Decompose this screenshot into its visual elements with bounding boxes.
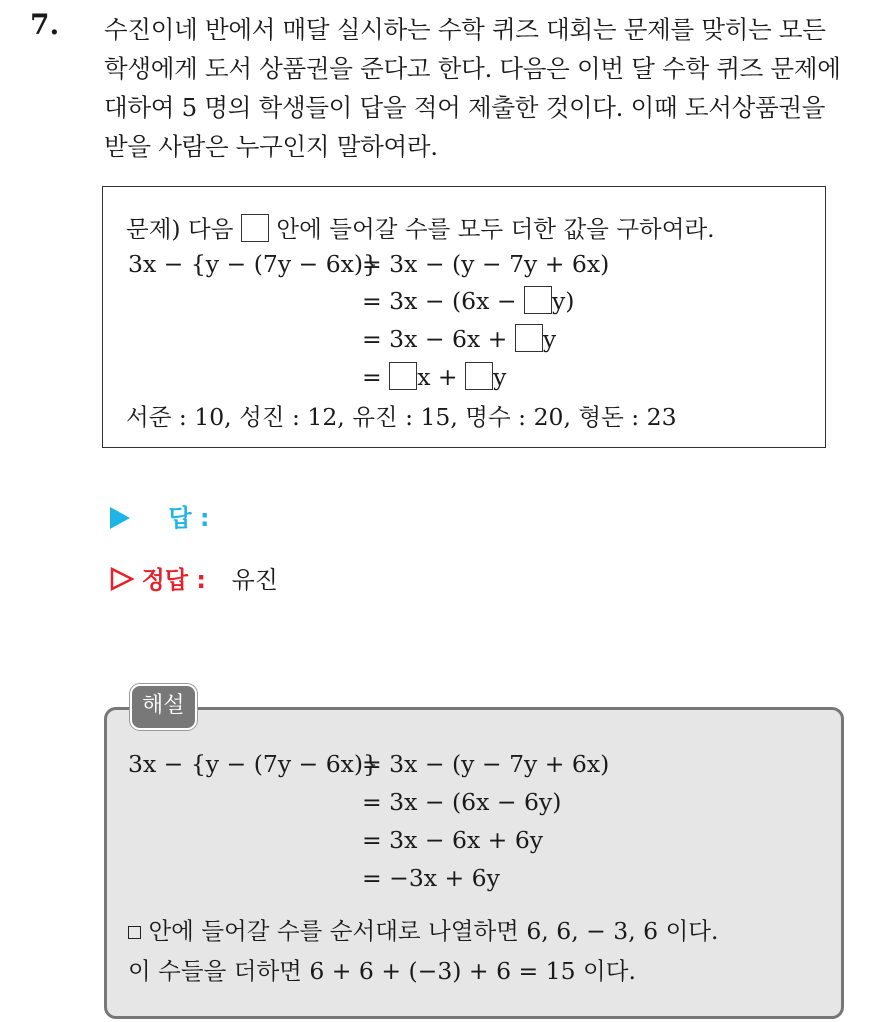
problem-prompt bbox=[126, 210, 715, 244]
step3-text: = 3x − 6x + bbox=[362, 325, 508, 353]
solution-text1 bbox=[128, 912, 718, 946]
step4-text-mid: x + bbox=[417, 363, 458, 391]
solution-lhs: 3x − {y − (7y − 6x)} bbox=[128, 750, 379, 778]
stem-line: 학생에게 도서 상품권을 준다고 한다. 다음은 이번 달 수학 퀴즈 문제에 bbox=[104, 54, 841, 83]
solution-text1-content: 안에 들어갈 수를 순서대로 나열하면 6, 6, − 3, 6 이다. bbox=[148, 917, 719, 945]
step4-text-end: y bbox=[493, 363, 507, 391]
problem-lhs: 3x − {y − (7y − 6x)} bbox=[128, 250, 379, 278]
solution-step2: = 3x − (6x − 6y) bbox=[362, 788, 562, 816]
prompt-before: 문제) 다음 bbox=[126, 215, 234, 243]
answer-label: 답 : bbox=[168, 504, 210, 532]
small-square-icon bbox=[128, 926, 141, 939]
play-triangle-icon bbox=[110, 507, 130, 529]
blank-box bbox=[524, 286, 552, 314]
stem-line: 받을 사람은 누구인지 말하여라. bbox=[104, 132, 438, 161]
step2-text: = 3x − (6x − bbox=[362, 287, 517, 315]
solution-tag: 해설 bbox=[130, 684, 197, 730]
blank-box bbox=[241, 214, 269, 242]
answer-row bbox=[110, 498, 210, 533]
correct-answer-row bbox=[110, 560, 278, 595]
solution-step4: = −3x + 6y bbox=[362, 864, 500, 892]
question-number: 7. bbox=[30, 8, 60, 41]
correct-label: 정답 : bbox=[141, 566, 206, 594]
question-stem bbox=[104, 10, 864, 166]
stem-line: 대하여 5 명의 학생들이 답을 적어 제출한 것이다. 이때 도서상품권을 bbox=[104, 93, 826, 122]
step3-text-end: y bbox=[542, 325, 557, 353]
blank-box bbox=[389, 362, 417, 390]
solution-step3: = 3x − 6x + 6y bbox=[362, 826, 544, 854]
correct-value: 유진 bbox=[231, 566, 278, 594]
solution-step1: = 3x − (y − 7y + 6x) bbox=[362, 750, 610, 778]
solution-text2: 이 수들을 더하면 6 + 6 + (−3) + 6 = 15 이다. bbox=[128, 957, 636, 985]
step2-text-end: y) bbox=[552, 287, 575, 315]
outline-triangle-icon bbox=[110, 567, 134, 591]
blank-box bbox=[515, 324, 543, 352]
problem-step2 bbox=[362, 286, 574, 315]
blank-box bbox=[465, 362, 493, 390]
step4-text: = bbox=[362, 363, 382, 391]
prompt-after: 안에 들어갈 수를 모두 더한 값을 구하여라. bbox=[276, 215, 715, 243]
problem-step1: = 3x − (y − 7y + 6x) bbox=[362, 250, 610, 278]
problem-step4 bbox=[362, 362, 506, 391]
student-answers: 서준 : 10, 성진 : 12, 유진 : 15, 명수 : 20, 형돈 : 23 bbox=[126, 403, 677, 431]
stem-line: 수진이네 반에서 매달 실시하는 수학 퀴즈 대회는 문제를 맞히는 모든 bbox=[104, 15, 826, 44]
problem-step3 bbox=[362, 324, 556, 353]
